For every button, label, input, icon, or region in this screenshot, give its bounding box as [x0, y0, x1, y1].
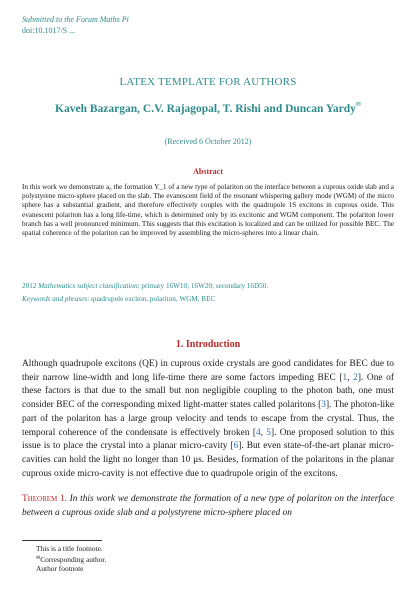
msc-label: Mathematics subject classification	[38, 282, 138, 290]
footnote-corresponding	[36, 554, 106, 565]
footnotes	[36, 544, 106, 574]
footnote-rule	[22, 540, 102, 541]
section-number: 1.	[175, 339, 184, 350]
intro-text: ]. But even state-of-the-art planar micro-cavities can hold the light no longer than 10 μs. Besides, formation of the polaritons in the planar cuprous oxide micro-cavity is not effective due to quadrupole origin of the excitons.	[22, 441, 394, 479]
theorem-label: Theorem 1.	[22, 494, 67, 504]
keywords-label: Keywords and phrases	[22, 295, 88, 303]
intro-text: Although quadrupole excitons (QE) in cuprous oxide crystals are good candidates for BEC due to their narrow line-width and long life-time there are some factors impeding BEC [	[22, 359, 394, 383]
subject-classification: 2012 Mathematics subject classification: primary 16W10; 16W20; secondary 16D50.	[22, 282, 269, 290]
citation-link[interactable]: 6	[233, 441, 239, 452]
citation-link[interactable]: 3	[321, 400, 326, 411]
citation-link[interactable]: 2	[353, 372, 358, 383]
citation-link[interactable]: 4	[255, 427, 261, 438]
envelope-icon: ✉	[36, 555, 41, 561]
theorem-statement	[22, 493, 394, 520]
intro-text: ]. One proposed solution to this issue is to place the crystal into a planar micro-cavity [	[22, 427, 394, 452]
intro-paragraph	[22, 358, 394, 481]
footnote-title: This is a title footnote.	[36, 544, 103, 553]
footnote-text: Corresponding author.	[40, 554, 107, 564]
msc-value: primary 16W10; 16W20; secondary 16D50.	[141, 282, 269, 290]
citation-link[interactable]: 1	[342, 372, 348, 383]
running-header	[22, 14, 129, 36]
abstract-body: In this work we demonstrate a₀ the formation Y_1 of a new type of polariton on the interface between a cuprous oxide slab and a polystyrene micro-sphere placed on the slab. The evanescent field of the resonant whispering gallery mode (WGM) of the micro sphere has a substantial gradient, and therefore effectively couples with the quadrupole 1S excitons in cuprous oxide. This evanescent polariton has a long life-time, which is determined only by its excitonic and WGM component. The polariton lower branch has a well pronounced minimum. This suggests that this excitation is localized and can be utilized for possible BEC. The spatial coherence of the polariton can be improved by assembling the micro-spheres into a linear chain.	[22, 183, 394, 238]
theorem-text: In this work we demonstrate the formation of a new type of polariton on the interface between a cuprous oxide slab and a polystyrene micro-sphere placed on	[22, 494, 394, 518]
author-names: Kaveh Bazargan, C.V. Rajagopal, T. Rishi and Duncan Yardy	[55, 103, 356, 115]
footnote-author: Author footnote	[36, 564, 84, 574]
received-date: (Received 6 October 2012)	[164, 137, 252, 146]
keywords: Keywords and phrases: quadrupole exciton, polariton, WGM, BEC	[22, 295, 216, 303]
intro-text: ,	[260, 427, 267, 438]
envelope-icon[interactable]: ✉	[355, 102, 361, 108]
section-heading	[0, 339, 416, 350]
author-list	[0, 101, 416, 115]
abstract-heading: Abstract	[193, 167, 223, 176]
msc-year: 2012	[22, 282, 37, 290]
section-title: Introduction	[185, 339, 241, 350]
intro-text: ]. The photon-like part of the polariton has a large group velocity and tends to escape from the crystal. Thus, the temporal coherence of the condensate is effectively broken [	[22, 400, 394, 438]
citation-link[interactable]: 5	[266, 427, 271, 438]
intro-text: ]. One of these factors is that due to the small but non negligible coupling to the photon bath, one must consider BEC of the corresponding mixed light-matter states called polaritons [	[22, 372, 394, 411]
doi[interactable]: doi:10.1017/S ...	[22, 26, 76, 35]
journal-name: Submitted to the Forum Maths Pi	[22, 15, 129, 24]
paper-title: LATEX TEMPLATE FOR AUTHORS	[119, 76, 297, 88]
intro-text: ,	[347, 372, 354, 383]
keywords-value: quadrupole exciton, polariton, WGM, BEC	[91, 295, 216, 303]
